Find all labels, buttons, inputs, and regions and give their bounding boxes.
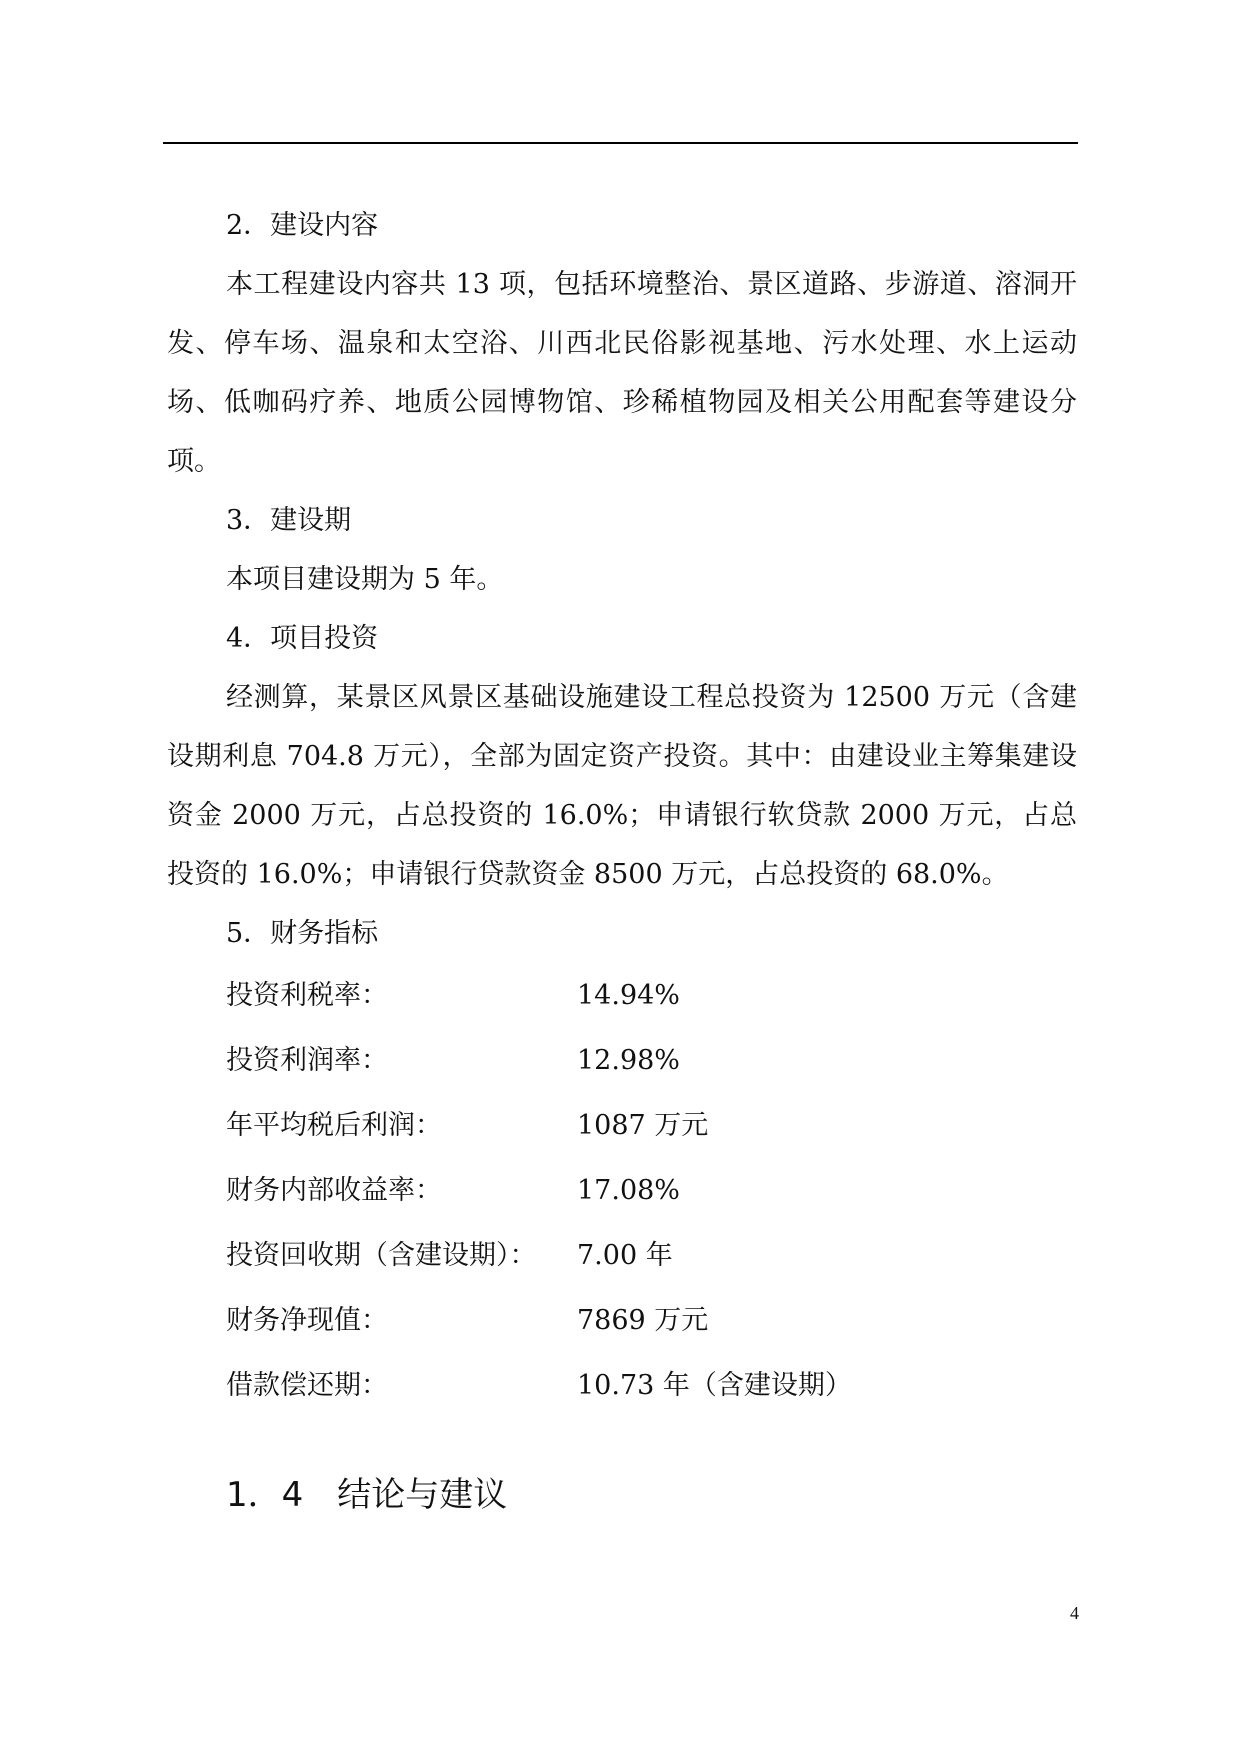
section-heading-project-investment: 4．项目投资 bbox=[226, 623, 379, 654]
page-number: 4 bbox=[1070, 1603, 1079, 1623]
indicator-value: 12.98% bbox=[577, 1045, 680, 1076]
section-heading-conclusions: 1．4 结论与建议 bbox=[226, 1475, 508, 1515]
indicator-row bbox=[167, 1353, 1077, 1418]
financial-indicators-list bbox=[167, 963, 1077, 1418]
indicator-row bbox=[167, 1223, 1077, 1288]
indicator-label: 投资回收期（含建设期）： bbox=[226, 1240, 537, 1271]
paragraph-construction-period: 本项目建设期为 5 年。 bbox=[226, 564, 504, 595]
indicator-label: 投资利税率： bbox=[226, 980, 388, 1011]
section-heading-financial-indicators: 5．财务指标 bbox=[226, 918, 379, 949]
indicator-value: 7.00 年 bbox=[577, 1240, 673, 1271]
indicator-label: 投资利润率： bbox=[226, 1045, 388, 1076]
header-rule bbox=[163, 142, 1078, 144]
indicator-row bbox=[167, 1093, 1077, 1158]
indicator-value: 14.94% bbox=[577, 980, 680, 1011]
section-heading-construction-content: 2．建设内容 bbox=[226, 210, 379, 241]
indicator-value: 1087 万元 bbox=[577, 1110, 709, 1141]
indicator-row bbox=[167, 1288, 1077, 1353]
indicator-label: 年平均税后利润： bbox=[226, 1110, 442, 1141]
paragraph-construction-content: 本工程建设内容共 13 项，包括环境整治、景区道路、步游道、溶洞开发、停车场、温泉和太空浴、川西北民俗影视基地、污水处理、水上运动场、低咖码疗养、地质公园博物馆、珍稀植物园及相关公用配套等建设分项。 bbox=[167, 269, 1077, 477]
indicator-value: 10.73 年（含建设期） bbox=[577, 1370, 852, 1401]
indicator-row bbox=[167, 1158, 1077, 1223]
indicator-label: 财务净现值： bbox=[226, 1305, 388, 1336]
section-heading-construction-period: 3．建设期 bbox=[226, 505, 352, 536]
section-spacer bbox=[167, 1418, 1077, 1460]
indicator-value: 7869 万元 bbox=[577, 1305, 709, 1336]
indicator-row bbox=[167, 1028, 1077, 1093]
page-content bbox=[167, 196, 1077, 1530]
paragraph-project-investment: 经测算，某景区风景区基础设施建设工程总投资为 12500 万元（含建设期利息 704.8 万元），全部为固定资产投资。其中：由建设业主筹集建设资金 2000 万元，占总投资的 16.0%；申请银行软贷款 2000 万元，占总投资的 16.0%；申请银行贷款资金 8500 万元，占总投资的 68.0%。 bbox=[167, 682, 1077, 890]
indicator-label: 借款偿还期： bbox=[226, 1370, 388, 1401]
indicator-row bbox=[167, 963, 1077, 1028]
indicator-value: 17.08% bbox=[577, 1175, 680, 1206]
indicator-label: 财务内部收益率： bbox=[226, 1175, 442, 1206]
